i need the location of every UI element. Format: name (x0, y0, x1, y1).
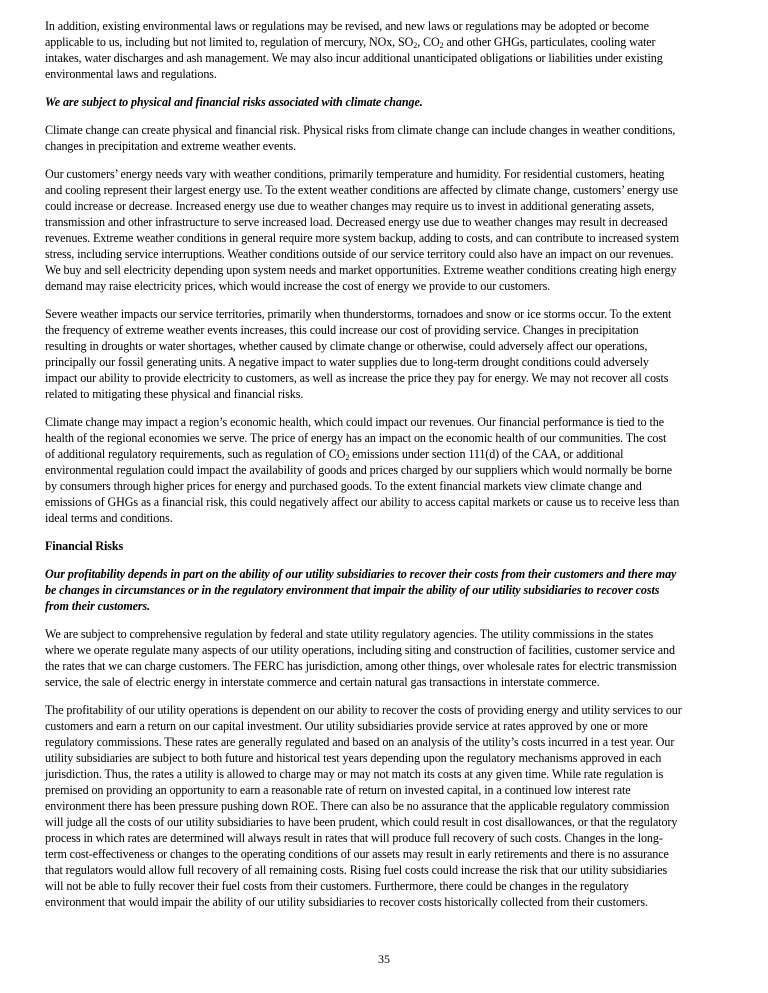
text-line: utility subsidiaries are subject to both future and historical test years depending upon the regulatory mechanisms approved in each (45, 751, 662, 765)
text-line: service, the sale of electric energy in interstate commerce and certain natural gas transactions in interstate commerce. (45, 675, 600, 689)
text-line: transmission and other infrastructure to serve increased load. Decreased energy use due to weather changes may result in decreased (45, 215, 668, 229)
text-line: customers and earn a return on our capital investment. Our utility subsidiaries provide service at rates approved by one or more (45, 719, 648, 733)
text-line: Severe weather impacts our service territories, primarily when thunderstorms, tornadoes and snow or ice storms occur. To the extent (45, 307, 672, 321)
text-line: will not be able to fully recover their fuel costs from their customers. Furthermore, there could be changes in the regulatory (45, 879, 629, 893)
text-line: We are subject to comprehensive regulation by federal and state utility regulatory agencies. The utility commissions in the states (45, 627, 654, 641)
text-line: principally our fossil generating units. A negative impact to water supplies due to long-term drought conditions could adversely (45, 355, 649, 369)
paragraph-severe-weather (45, 306, 725, 402)
text-line: regulatory commissions. These rates are generally regulated and based on an analysis of the utility’s costs incurred in a test year. Our (45, 735, 675, 749)
text-line: resulting in droughts or water shortages, whether caused by climate change or otherwise, could adversely affect our operations, (45, 339, 648, 353)
text-line: of additional regulatory requirements, such as regulation of $CO_2$ emissions under section 111(d) of the CAA, or additional (45, 447, 624, 462)
text-line: We buy and sell electricity depending upon system needs and market opportunities. Extreme weather conditions creating high energy (45, 263, 677, 277)
text-line: be changes in circumstances or in the regulatory environment that impair the ability of our utility subsidiaries to recover costs (45, 583, 660, 597)
text-line: the frequency of extreme weather events increases, this could increase our cost of providing service. Changes in precipitation (45, 323, 639, 337)
heading-climate-risk: We are subject to physical and financial risks associated with climate change. (45, 95, 423, 109)
section-heading-financial-risks: Financial Risks (45, 539, 124, 553)
text-line: term cost-effectiveness or changes to the operating conditions of our assets may result in early retirements and there is no assurance (45, 847, 669, 861)
document-page (45, 18, 725, 922)
text-line: stress, including service interruptions. Weather conditions outside of our service territory could also have an impact on our revenues. (45, 247, 674, 261)
text-line: environment that would impair the ability of our utility subsidiaries to recover costs historically collected from their customers. (45, 895, 648, 909)
paragraph-regulation (45, 626, 725, 690)
heading-profitability-risk (45, 566, 725, 614)
text-line: Climate change may impact a region’s economic health, which could impact our revenues. Our financial performance is tied to the (45, 415, 664, 429)
text-line: environmental laws and regulations. (45, 67, 217, 81)
text-line: impact our ability to provide electricity to customers, as well as increase the price they pay for energy. We may not recover all costs (45, 371, 669, 385)
text-line: by consumers through higher prices for energy and purchased goods. To the extent financial markets view climate change and (45, 479, 642, 493)
text-line: demand may raise electricity prices, which would increase the cost of energy we provide to our customers. (45, 279, 551, 293)
text-line: intakes, water discharges and ash management. We may also incur additional unanticipated obligations or liabilities under existing (45, 51, 663, 65)
text-line: In addition, existing environmental laws or regulations may be revised, and new laws or regulations may be adopted or become (45, 19, 649, 33)
paragraph-customer-energy-needs (45, 166, 725, 294)
text-line: that regulators would allow full recovery of all remaining costs. Rising fuel costs could increase the risk that our utility subsidiaries (45, 863, 668, 877)
text-line: where we operate regulate many aspects of our utility operations, including siting and construction of facilities, customer service and (45, 643, 675, 657)
paragraph-environmental-laws (45, 18, 725, 82)
text-line: the rates that we can charge customers. The FERC has jurisdiction, among other things, over wholesale rates for electric transmission (45, 659, 677, 673)
page-number: 35 (378, 952, 390, 966)
text-line: will judge all the costs of our utility subsidiaries to have been prudent, which could result in cost disallowances, or that the regulatory (45, 815, 678, 829)
text-line: from their customers. (45, 599, 151, 613)
text-line: premised on providing an opportunity to earn a reasonable rate of return on invested capital, in a continued low interest rate (45, 783, 631, 797)
text-line: ideal terms and conditions. (45, 511, 173, 525)
text-line: revenues. Extreme weather conditions in general require more system backup, adding to costs, and can contribute to increased system (45, 231, 680, 245)
paragraph-climate-physical-risk (45, 122, 725, 154)
text-line: could increase or decrease. Increased energy use due to weather changes may require us to invest in additional generating assets, (45, 199, 655, 213)
text-line: jurisdiction. Thus, the rates a utility is allowed to charge may or may not match its costs at any given time. While rate regulation is (45, 767, 664, 781)
text-line: emissions of GHGs as a financial risk, this could negatively affect our ability to access capital markets or cause us to receive less than (45, 495, 680, 509)
text-line: process in which rates are determined will always result in rates that will produce full recovery of such costs. Changes in the long- (45, 831, 663, 845)
text-line: changes in precipitation and extreme weather events. (45, 139, 297, 153)
text-line: related to mitigating these physical and financial risks. (45, 387, 304, 401)
paragraph-profitability (45, 702, 725, 910)
paragraph-economic-health (45, 414, 725, 526)
text-line: health of the regional economies we serve. The price of energy has an impact on the economic health of our communities. The cost (45, 431, 667, 445)
text-line: Climate change can create physical and financial risk. Physical risks from climate change can include changes in weather conditions, (45, 123, 676, 137)
text-line: applicable to us, including but not limited to, regulation of mercury, NOx, $SO_2$, $CO_2$ and other GHGs, particulates, cooling water (45, 35, 656, 50)
text-line: and cooling represent their largest energy use. To the extent weather conditions are affected by climate change, customers’ energy use (45, 183, 678, 197)
text-line: environmental regulation could impact the availability of goods and prices charged by our suppliers which would normally be borne (45, 463, 673, 477)
text-line: Our customers’ energy needs vary with weather conditions, primarily temperature and humidity. For residential customers, heating (45, 167, 665, 181)
text-line: The profitability of our utility operations is dependent on our ability to recover the costs of providing energy and utility services to our (45, 703, 682, 717)
text-line: environment there has been pressure pushing down ROE. There can also be no assurance that the applicable regulatory commission (45, 799, 670, 813)
text-line: Our profitability depends in part on the ability of our utility subsidiaries to recover their costs from their customers and there may (45, 567, 677, 581)
